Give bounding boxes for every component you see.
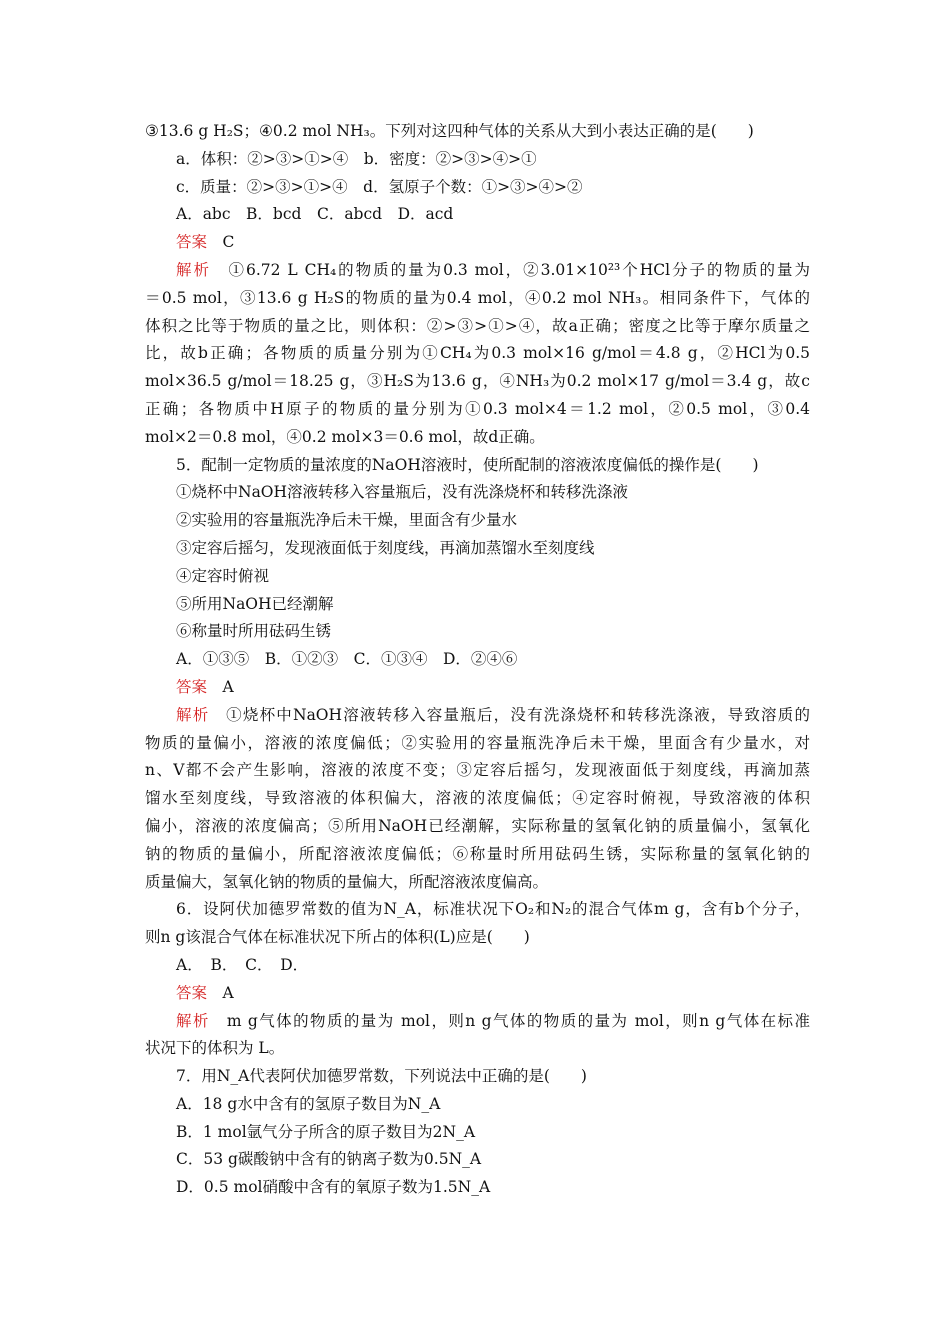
q5-stem: 5．配制一定物质的量浓度的NaOH溶液时，使所配制的溶液浓度偏低的操作是( )	[176, 455, 759, 474]
q6-stem-line: 6．设阿伏加德罗常数的值为N_A，标准状况下O₂和N₂的混合气体m g，含有b个分子，	[176, 900, 810, 919]
answer-label: 答案	[176, 233, 208, 252]
analysis-label: 解析	[176, 705, 210, 724]
q4-analysis-line: 体积之比等于物质的量之比，则体积：②>③>①>④，故a正确；密度之比等于摩尔质量之	[145, 316, 810, 335]
answer-value: C	[222, 233, 235, 252]
q4-stem-tail: ③13.6 g H₂S；④0.2 mol NH₃。下列对这四种气体的关系从大到小表达正确的是( )	[145, 122, 754, 140]
q4-answer	[145, 229, 810, 257]
q5-item: ⑤所用NaOH已经潮解	[176, 594, 334, 613]
analysis-label: 解析	[176, 1011, 210, 1030]
q4-options-ab: a．体积：②>③>①>④ b．密度：②>③>④>①	[176, 149, 537, 168]
q5-analysis-line: 钠的物质的量偏小，所配溶液浓度偏低；⑥称量时所用砝码生锈，实际称量的氢氧化钠的	[145, 844, 810, 863]
q5-analysis-line: 质量偏大，氢氧化钠的物质的量偏大，所配溶液浓度偏高。	[145, 872, 549, 891]
q5-analysis-line: 馏水至刻度线，导致溶液的体积偏大，溶液的浓度偏低；④定容时俯视，导致溶液的体积	[145, 789, 810, 808]
q5-item: ⑥称量时所用砝码生锈	[176, 622, 332, 641]
document-page	[145, 118, 810, 1202]
answer-value: A	[222, 677, 234, 696]
q5-analysis-line: 物质的量偏小，溶液的浓度偏低；②实验用的容量瓶洗净后未干燥，里面含有少量水，对	[145, 733, 810, 752]
q4-choices: A．abc B．bcd C．abcd D．acd	[176, 205, 454, 224]
q5-item: ②实验用的容量瓶洗净后未干燥，里面含有少量水	[176, 511, 518, 530]
q7-option: D．0.5 mol硝酸中含有的氧原子数为1.5N_A	[176, 1178, 491, 1197]
q4-analysis-line: 比，故b正确；各物质的质量分别为①CH₄为0.3 mol×16 g/mol＝4.8 g，②HCl为0.5	[145, 344, 810, 363]
q5-analysis-line: n、V都不会产生影响，溶液的浓度不变；③定容后摇匀，发现液面低于刻度线，再滴加蒸	[145, 761, 810, 780]
q7-option: A．18 g水中含有的氢原子数目为N_A	[176, 1094, 441, 1113]
analysis-text: ①6.72 L CH₄的物质的量为0.3 mol，②3.01×10²³个HCl分子的物质的量为	[228, 260, 810, 279]
q5-choices: A．①③⑤ B．①②③ C．①③④ D．②④⑥	[176, 650, 518, 669]
q6-stem-line: 则n g该混合气体在标准状况下所占的体积(L)应是( )	[145, 928, 530, 947]
q4-options-cd: c．质量：②>③>①>④ d．氢原子个数：①>③>④>②	[176, 177, 583, 196]
q7-option: B．1 mol氩气分子所含的原子数目为2N_A	[176, 1122, 476, 1141]
q4-analysis-line	[145, 257, 810, 285]
answer-value: A	[222, 983, 234, 1002]
analysis-text: ①烧杯中NaOH溶液转移入容量瓶后，没有洗涤烧杯和转移洗涤液，导致溶质的	[226, 705, 810, 724]
q5-item: ③定容后摇匀，发现液面低于刻度线，再滴加蒸馏水至刻度线	[176, 538, 595, 557]
answer-label: 答案	[176, 983, 208, 1002]
q4-analysis-line: 正确；各物质中H原子的物质的量分别为①0.3 mol×4＝1.2 mol，②0.5 mol，③0.4	[145, 399, 810, 418]
q5-item: ①烧杯中NaOH溶液转移入容量瓶后，没有洗涤烧杯和转移洗涤液	[176, 483, 629, 502]
q4-analysis-line: mol×36.5 g/mol＝18.25 g，③H₂S为13.6 g，④NH₃为0.2 mol×17 g/mol＝3.4 g，故c	[145, 372, 810, 391]
q5-answer	[145, 674, 810, 702]
q5-analysis-line	[145, 702, 810, 730]
q7-option: C．53 g碳酸钠中含有的钠离子数为0.5N_A	[176, 1150, 482, 1169]
q7-stem: 7．用N_A代表阿伏加德罗常数，下列说法中正确的是( )	[176, 1067, 587, 1086]
q6-choices: A． B． C． D．	[176, 955, 309, 974]
q6-answer	[145, 980, 810, 1008]
q6-analysis-line: 状况下的体积为 L。	[145, 1039, 285, 1058]
q4-analysis-line: mol×2＝0.8 mol，④0.2 mol×3＝0.6 mol，故d正确。	[145, 427, 545, 446]
answer-label: 答案	[176, 677, 208, 696]
analysis-label: 解析	[176, 260, 211, 279]
q4-analysis-line: ＝0.5 mol，③13.6 g H₂S的物质的量为0.4 mol，④0.2 mol NH₃。相同条件下，气体的	[145, 288, 810, 307]
q6-analysis-line	[145, 1008, 810, 1036]
q5-item: ④定容时俯视	[176, 566, 270, 585]
q5-analysis-line: 偏小，溶液的浓度偏高；⑤所用NaOH已经潮解，实际称量的氢氧化钠的质量偏小，氢氧化	[145, 816, 810, 835]
analysis-text: m g气体的物质的量为 mol，则n g气体的物质的量为 mol，则n g气体在标准	[226, 1011, 810, 1030]
